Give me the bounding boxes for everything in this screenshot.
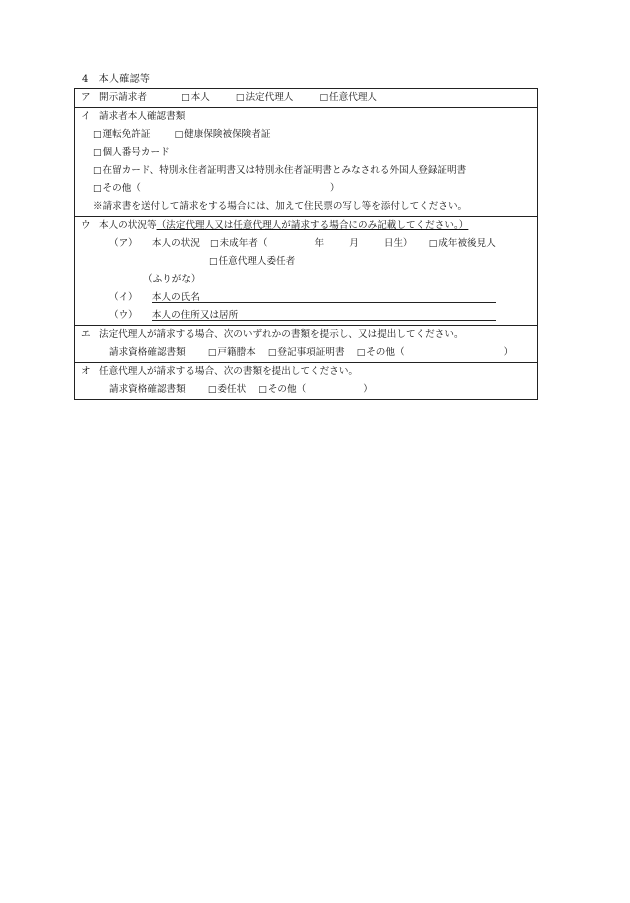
identity-form [74,88,538,400]
section-label-a: ア [81,92,91,103]
section-label-o: オ [81,366,91,377]
principal-name-field[interactable] [152,289,496,303]
principal-status-label: 本人の状況 [151,238,200,249]
checkbox-minor[interactable]: □未成年者（ [210,238,268,249]
section-label-u: ウ [81,220,91,231]
id-documents-title: 請求者本人確認書類 [99,111,186,122]
section-heading [82,70,150,85]
principal-address-label: 本人の住所又は居所 [151,310,239,321]
id-documents-note: ※請求書を送付して請求をする場合には、加えて住民票の写し等を添付してください。 [93,201,468,212]
checkbox-family-register[interactable]: □戸籍謄本 [207,347,256,358]
checkbox-self[interactable]: □本人 [181,92,210,103]
section-voluntary-agent-docs: オ 任意代理人が請求する場合、次の書類を提出してください。 請求資格確認書類 □委任状 □その他（ ） [75,362,537,399]
item-label-u: （ウ） [109,310,138,321]
section-number: 4 [82,74,89,85]
checkbox-legal-other[interactable]: □その他（ [356,347,405,358]
checkbox-delegator[interactable]: □任意代理人委任者 [209,256,296,267]
checkbox-power-of-attorney[interactable]: □委任状 [207,384,247,395]
principal-status-note: （法定代理人又は任意代理人が請求する場合にのみ記載してください。） [156,220,469,231]
section-label-e: エ [81,329,91,340]
checkbox-voluntary-other[interactable]: □その他（ [258,384,307,395]
checkbox-id-other[interactable]: □その他（ [93,183,141,194]
section-legal-agent-docs: エ 法定代理人が請求する場合、次のいずれかの書類を提示し、又は提出してください。 請求資格確認書類 □戸籍謄本 □登記事項証明書 □その他（ ） [75,325,537,362]
section-id-documents: イ 請求者本人確認書類 □運転免許証 □健康保険被保険者証 □個人番号カード □在留カード、特別永住者証明書又は特別永住者証明書とみなされる外国人登録証明書 □その他（ ） ※請求書を送付して請求をする場合には、加えて住民票の写し等を添付してください。 [75,107,537,216]
checkbox-legal-agent[interactable]: □法定代理人 [235,92,294,103]
voluntary-agent-instructions: 任意代理人が請求する場合、次の書類を提出してください。 [99,366,359,377]
principal-address-field[interactable] [152,307,496,321]
furigana-label: （ふりがな） [143,274,201,285]
checkbox-health-insurance[interactable]: □健康保険被保険者証 [174,129,271,140]
checkbox-residence-card[interactable]: □在留カード、特別永住者証明書又は特別永住者証明書とみなされる外国人登録証明書 [93,165,467,176]
section-title: 本人確認等 [98,74,151,85]
checkbox-registry-certificate[interactable]: □登記事項証明書 [267,347,345,358]
qualification-docs-label: 請求資格確認書類 [109,347,186,358]
section-requester [75,89,537,107]
principal-name-label: 本人の氏名 [151,292,200,303]
qualification-docs-label: 請求資格確認書類 [109,384,186,395]
legal-agent-instructions: 法定代理人が請求する場合、次のいずれかの書類を提示し、又は提出してください。 [99,329,464,340]
requester-label: 開示請求者 [99,92,147,103]
checkbox-adult-guardian[interactable]: □成年被後見人 [428,238,496,249]
item-label-i: （イ） [109,292,138,303]
section-label-i: イ [81,111,91,122]
section-principal-status: ウ 本人の状況等（法定代理人又は任意代理人が請求する場合にのみ記載してください。） （ア） 本人の状況 □未成年者（ 年 月 日生） □成年被後見人 □任意代理人委任者 （ふりがな） （イ） 本人の氏名 （ウ） 本人の住所又は居所 [75,216,537,325]
checkbox-drivers-license[interactable]: □運転免許証 [93,129,151,140]
checkbox-voluntary-agent[interactable]: □任意代理人 [319,92,378,103]
principal-status-title: 本人の状況等 [99,220,157,231]
checkbox-my-number-card[interactable]: □個人番号カード [93,147,170,158]
item-label-a: （ア） [109,238,138,249]
